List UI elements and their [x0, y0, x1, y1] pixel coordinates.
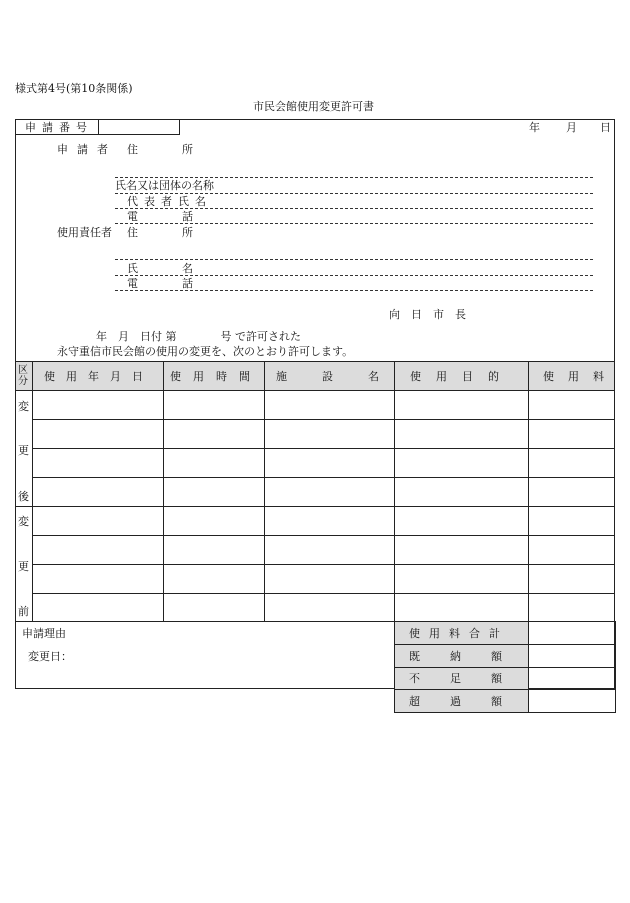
header-use-date: 使用年月日 — [44, 370, 154, 383]
col-line-1 — [32, 361, 33, 621]
applicant-address-label: 住 所 — [127, 143, 193, 156]
document-title: 市民会館使用変更許可書 — [253, 100, 374, 113]
applicant-name-label: 氏名又は団体の名称 — [115, 179, 214, 192]
permit-line-2: 永守重信市民会館の使用の変更を、次のとおり許可します。 — [57, 345, 354, 358]
row-line-6 — [32, 564, 615, 565]
row-line-4 — [15, 506, 615, 507]
change-date-label: 変更日： — [28, 650, 72, 663]
header-category: 区 分 — [18, 365, 28, 387]
row-line-7 — [32, 593, 615, 594]
after-char-2: 更 — [18, 444, 29, 457]
row-line-5 — [32, 535, 615, 536]
header-use-time: 使用時間 — [170, 370, 262, 383]
applicant-address-line — [115, 177, 593, 178]
totals-line-1 — [394, 644, 615, 645]
applicant-rep-line — [115, 208, 593, 209]
applicant-rep-label: 代表者氏名 — [127, 195, 212, 208]
total-fee-label: 使用料合計 — [409, 627, 509, 640]
application-number-value[interactable] — [100, 121, 178, 133]
date-month: 月 — [566, 121, 577, 134]
form-frame — [15, 119, 615, 689]
header-purpose: 使用目的 — [410, 370, 514, 383]
date-year: 年 — [529, 121, 540, 134]
row-line-3 — [32, 477, 615, 478]
manager-tel-line — [115, 290, 593, 291]
shortage-amount-label: 不足額 — [409, 672, 532, 685]
applicant-name-line — [115, 193, 593, 194]
row-line-2 — [32, 448, 615, 449]
applicant-label: 申請者 — [57, 143, 117, 156]
totals-line-3 — [394, 689, 615, 690]
app-number-underline — [15, 134, 180, 135]
manager-address-line — [115, 259, 593, 260]
after-char-1: 変 — [18, 400, 29, 413]
applicant-tel-label: 電 話 — [127, 210, 193, 223]
before-char-1: 変 — [18, 515, 29, 528]
date-day: 日 — [600, 121, 611, 134]
app-number-divider — [98, 119, 99, 134]
header-facility: 施設名 — [276, 370, 414, 383]
reason-label: 申請理由 — [22, 627, 66, 640]
before-char-2: 更 — [18, 560, 29, 573]
col-line-2 — [163, 361, 164, 621]
manager-label: 使用責任者 — [57, 226, 112, 239]
excess-amount-label: 超過額 — [409, 695, 532, 708]
totals-line-2 — [394, 667, 615, 668]
manager-name-line — [115, 275, 593, 276]
manager-tel-label: 電 話 — [127, 277, 193, 290]
manager-address-label: 住 所 — [127, 226, 193, 239]
form-number: 様式第4号(第10条関係) — [15, 82, 133, 95]
row-line-1 — [32, 419, 615, 420]
after-char-3: 後 — [18, 490, 29, 503]
permit-line-1: 年 月 日付 第 号 で許可された — [96, 330, 301, 343]
app-number-end — [179, 119, 180, 134]
mayor-label: 向 日 市 長 — [389, 308, 466, 321]
totals-right-line — [615, 621, 616, 712]
header-fee: 使用料 — [543, 370, 618, 383]
totals-bottom-line — [394, 712, 616, 713]
table-header-bottom — [15, 390, 615, 391]
before-char-3: 前 — [18, 605, 29, 618]
paid-amount-label: 既納額 — [409, 650, 532, 663]
col-line-3 — [264, 361, 265, 621]
applicant-tel-line — [115, 223, 593, 224]
application-number-label: 申請番号 — [25, 121, 93, 134]
manager-name-label: 氏 名 — [127, 262, 193, 275]
